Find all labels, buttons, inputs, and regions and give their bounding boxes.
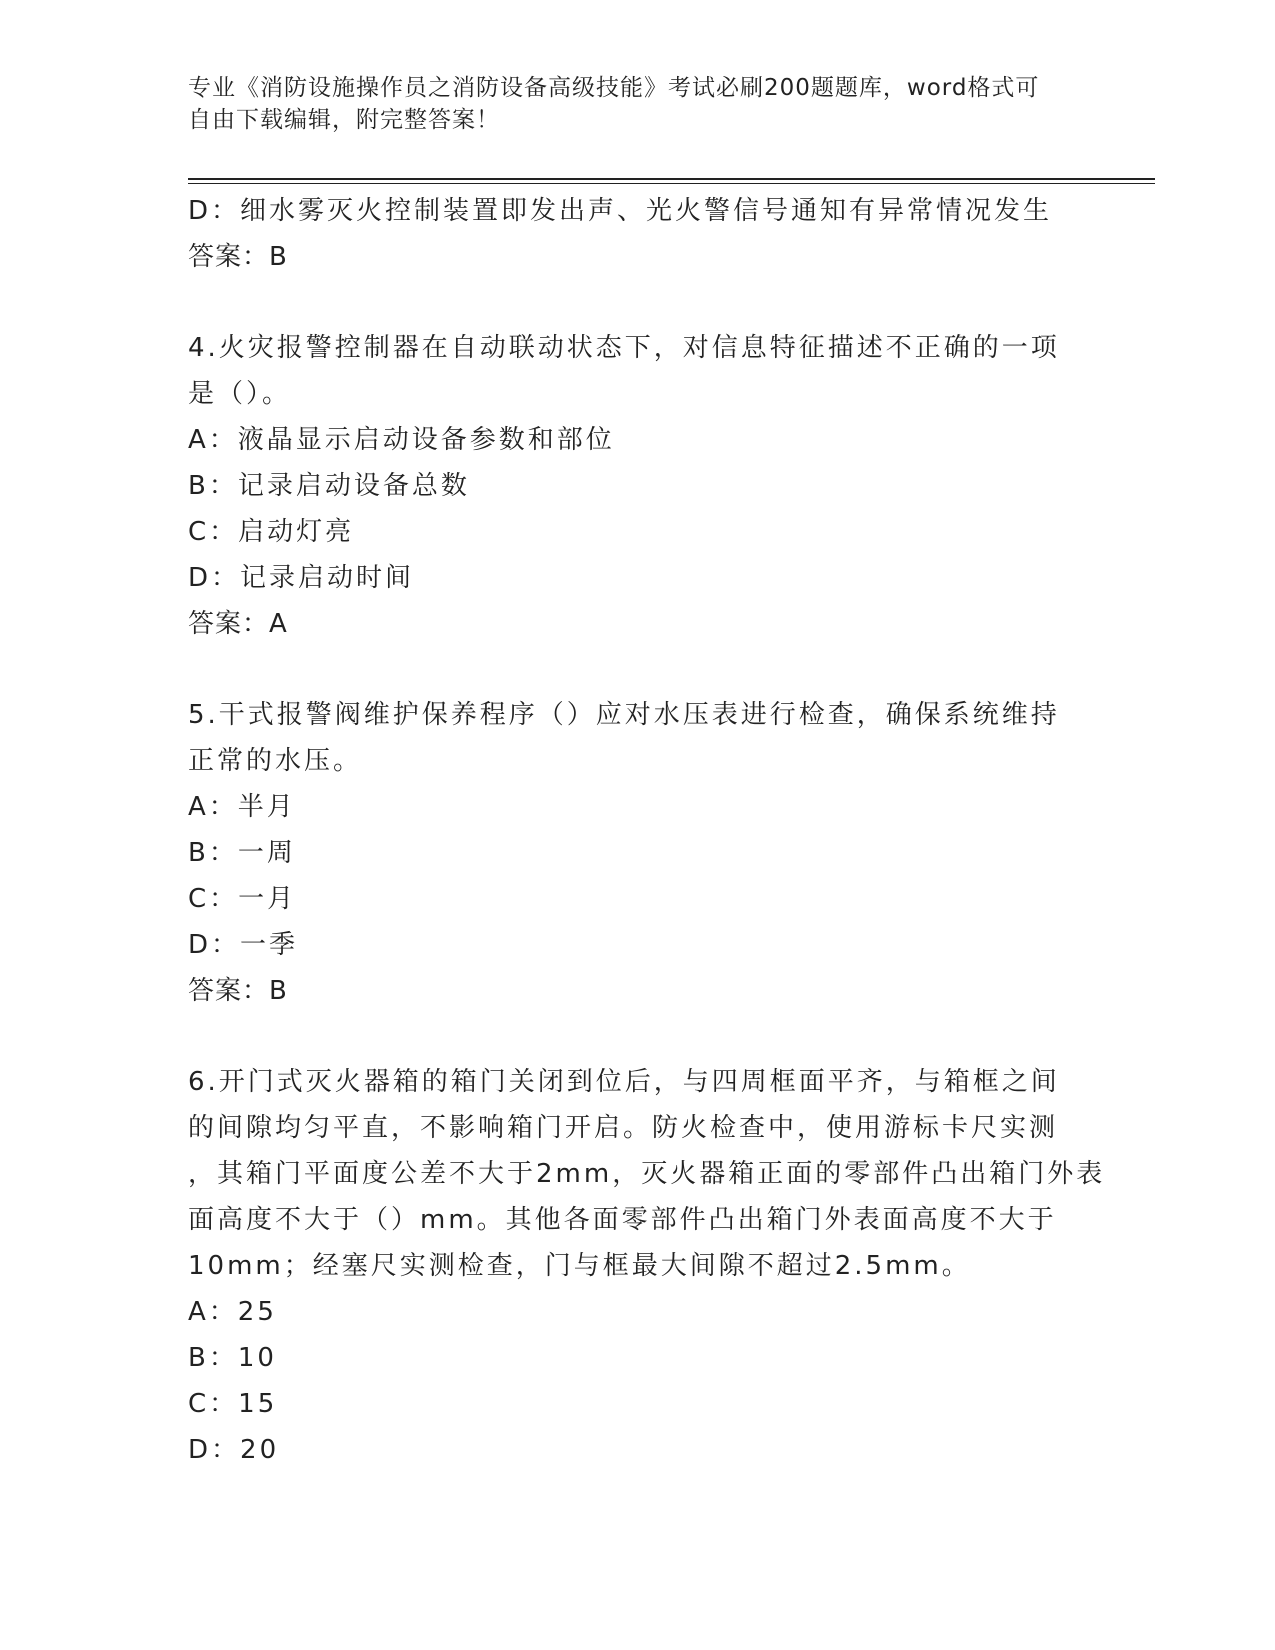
question-text-line: 10mm；经塞尺实测检查，门与框最大间隙不超过2.5mm。 bbox=[188, 1251, 971, 1281]
option-a: A：液晶显示启动设备参数和部位 bbox=[188, 425, 615, 455]
answer-line: 答案：B bbox=[188, 976, 288, 1006]
question-4 bbox=[188, 325, 1148, 647]
question-text-line: 6.开门式灭火器箱的箱门关闭到位后，与四周框面平齐，与箱框之间 bbox=[188, 1067, 1060, 1097]
question-text-line: 的间隙均匀平直，不影响箱门开启。防火检查中，使用游标卡尺实测 bbox=[188, 1113, 1059, 1143]
header-divider-thin bbox=[188, 183, 1155, 184]
question-list bbox=[188, 188, 1148, 1473]
option-a: A：半月 bbox=[188, 792, 296, 822]
option-d: D：细水雾灭火控制装置即发出声、光火警信号通知有异常情况发生 bbox=[188, 196, 1053, 226]
option-d: D：记录启动时间 bbox=[188, 563, 415, 593]
option-b: B：一周 bbox=[188, 838, 296, 868]
header-line-1: 专业《消防设施操作员之消防设备高级技能》考试必刷200题题库，word格式可 bbox=[188, 75, 1040, 101]
question-text-line: 5.干式报警阀维护保养程序（）应对水压表进行检查，确保系统维持 bbox=[188, 700, 1060, 730]
header-line-2: 自由下载编辑，附完整答案！ bbox=[188, 107, 500, 133]
option-b: B：记录启动设备总数 bbox=[188, 471, 470, 501]
question-text-line: 4.火灾报警控制器在自动联动状态下，对信息特征描述不正确的一项 bbox=[188, 333, 1060, 363]
option-c: C：15 bbox=[188, 1389, 278, 1419]
document-header bbox=[188, 72, 1088, 136]
spacer bbox=[188, 1014, 1148, 1059]
spacer bbox=[188, 647, 1148, 692]
question-text-line: ，其箱门平面度公差不大于2mm，灭火器箱正面的零部件凸出箱门外表 bbox=[188, 1159, 1106, 1189]
option-b: B：10 bbox=[188, 1343, 277, 1373]
option-d: D：20 bbox=[188, 1435, 280, 1465]
spacer bbox=[188, 280, 1148, 325]
question-5 bbox=[188, 692, 1148, 1014]
option-c: C：一月 bbox=[188, 884, 297, 914]
option-d: D：一季 bbox=[188, 930, 299, 960]
continued-question bbox=[188, 188, 1148, 280]
question-text-line: 正常的水压。 bbox=[188, 746, 363, 776]
answer-line: 答案：B bbox=[188, 242, 288, 272]
header-divider-thick bbox=[188, 178, 1155, 180]
option-c: C：启动灯亮 bbox=[188, 517, 355, 547]
question-text-line: 面高度不大于（）mm。其他各面零部件凸出箱门外表面高度不大于 bbox=[188, 1205, 1057, 1235]
answer-line: 答案：A bbox=[188, 609, 288, 639]
option-a: A：25 bbox=[188, 1297, 277, 1327]
question-6 bbox=[188, 1059, 1148, 1473]
question-text-line: 是（）。 bbox=[188, 379, 292, 409]
